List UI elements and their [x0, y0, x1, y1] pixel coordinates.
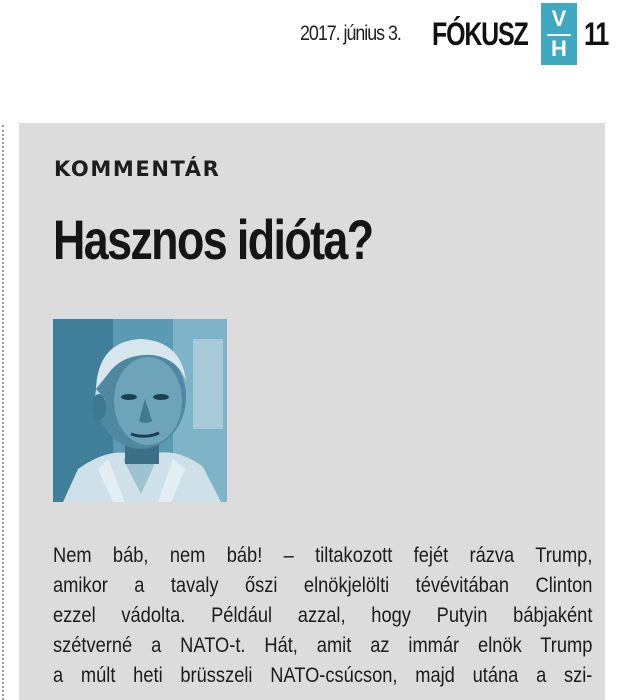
column-divider: [2, 125, 4, 700]
body-line: amikor a tavaly őszi elnökjelölti tévévitában Clinton: [53, 574, 593, 597]
body-line: a múlt heti brüsszeli NATO-csúcson, majd utána a szi-: [53, 664, 593, 687]
article-kicker: KOMMENTÁR: [54, 157, 221, 181]
logo-letter-v: V: [551, 6, 567, 31]
article-body: [53, 541, 593, 691]
vh-logo: [541, 3, 577, 65]
commentary-box: [19, 123, 605, 700]
author-portrait: [53, 319, 227, 502]
logo-letter-h: H: [551, 36, 567, 61]
page-header: [0, 0, 631, 80]
issue-date: 2017. június 3.: [300, 22, 401, 45]
body-line: ezzel vádolta. Például azzal, hogy Putyin bábjaként: [53, 604, 593, 627]
page-number: 11: [584, 16, 609, 52]
body-line: szétverné a NATO-t. Hát, amit az immár elnök Trump: [53, 634, 593, 657]
article-headline: Hasznos idióta?: [53, 208, 373, 271]
section-title: FÓKUSZ: [432, 16, 528, 52]
body-line: Nem báb, nem báb! – tiltakozott fejét rázva Trump,: [53, 544, 593, 567]
